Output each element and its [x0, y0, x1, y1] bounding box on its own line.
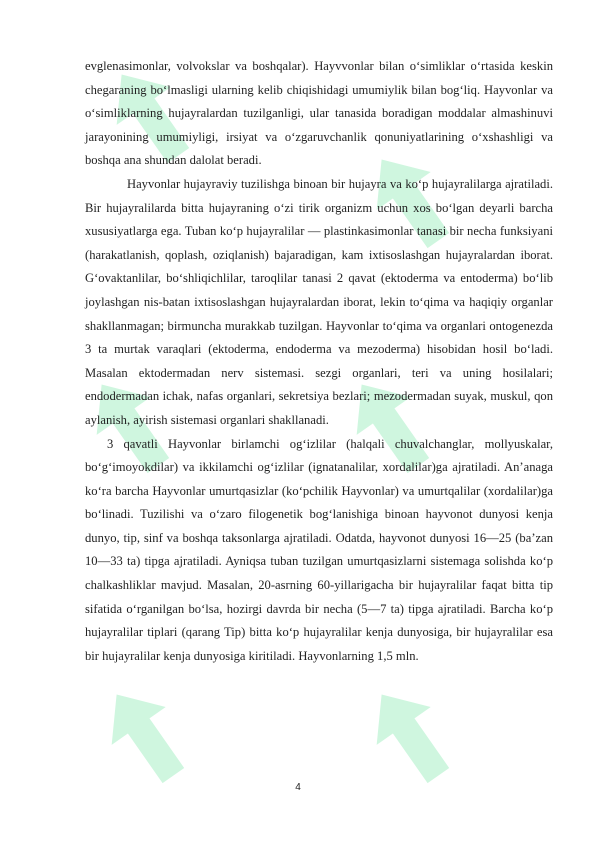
- paragraph: 3 qavatli Hayvonlar birlamchi og‘izlilar (halqali chuvalchanglar, mollyuskalar, bo‘g‘imoyokdilar) va ikkilamchi og‘izlilar (ignatanalilar, xordalilar)ga ajratiladi. An’anaga ko‘ra barcha Hayvonlar umurtqasizlar (ko‘pchilik Hayvonlar) va umurtqalilar (xordalilar)ga bo‘linadi. Tuzilishi va o‘zaro filogenetik bog‘lanishiga binoan hayvonot dunyosi kenja dunyo, tip, sinf va boshqa taksonlarga ajratiladi. Odatda, hayvonot dunyosi 16—25 (ba’zan 10—33 ta) tipga ajratiladi. Ayniqsa tuban tuzilgan umurtqasizlarni sistemaga solishda ko‘p chalkashliklar mavjud. Masalan, 20-asrning 60-yillarigacha bir hujayralilar faqat bitta tip sifatida o‘rganilgan bo‘lsa, hozirgi davrda bir necha (5—7 ta) tipga ajratiladi. Barcha ko‘p hujayralilar tiplari (qarang Tip) bitta ko‘p hujayralilar kenja dunyosiga, bir hujayralilar esa bir hujayralilar kenja dunyosiga kiritiladi. Hayvonlarning 1,5 mln.: [85, 436, 553, 663]
- body-text: [85, 55, 553, 668]
- page-number: 4: [295, 782, 301, 793]
- watermark-arrow-icon: [90, 680, 200, 790]
- paragraph: evglenasimonlar, volvokslar va boshqalar). Hayvvonlar bilan o‘simliklar o‘rtasida keskin chegaraning bo‘lmasligi ularning kelib chiqishidagi umumiylik bilan bog‘liq. Hayvonlar va o‘simliklarning hujayralardan tuzilganligi, ular tanasida boradigan moddalar almashinuvi jarayonining umumiyligi, irsiyat va o‘zgaruvchanlik qonuniyatlarining o‘xshashligi va boshqa ana shundan dalolat beradi.: [85, 59, 553, 168]
- paragraph: Hayvonlar hujayraviy tuzilishga binoan bir hujayra va ko‘p hujayralilarga ajratiladi. Bir hujayralilarda bitta hujayraning o‘zi tirik organizm uchun xos bo‘lgan deyarli barcha xususiyatlarga ega. Tuban ko‘p hujayralilar — plastinkasimonlar tanasi bir necha funksiyani (harakatlanish, qoplash, oziqlanish) bajaradigan, kam ixtisoslashgan hujayralardan iborat. G‘ovaktanlilar, bo‘shliqichlilar, taroqlilar tanasi 2 qavat (ektoderma va entoderma) bo‘lib joylashgan nis-batan ixtisoslashgan hujayralardan iborat, lekin to‘qima va haqiqiy organlar shakllanmagan; birmuncha murakkab tuzilgan. Hayvonlar to‘qima va organlari ontogenezda 3 ta murtak varaqlari (ektoderma, endoderma va mezoderma) hisobidan hosil bo‘ladi. Masalan ektodermadan nerv sistemasi. sezgi organlari, teri va uning hosilalari; endodermadan ichak, nafas organlari, sekretsiya bezlari; mezodermadan suyak, muskul, qon aylanish, ayirish sistemasi organlari shakllanadi.: [85, 176, 553, 427]
- watermark-arrow-icon: [355, 680, 465, 790]
